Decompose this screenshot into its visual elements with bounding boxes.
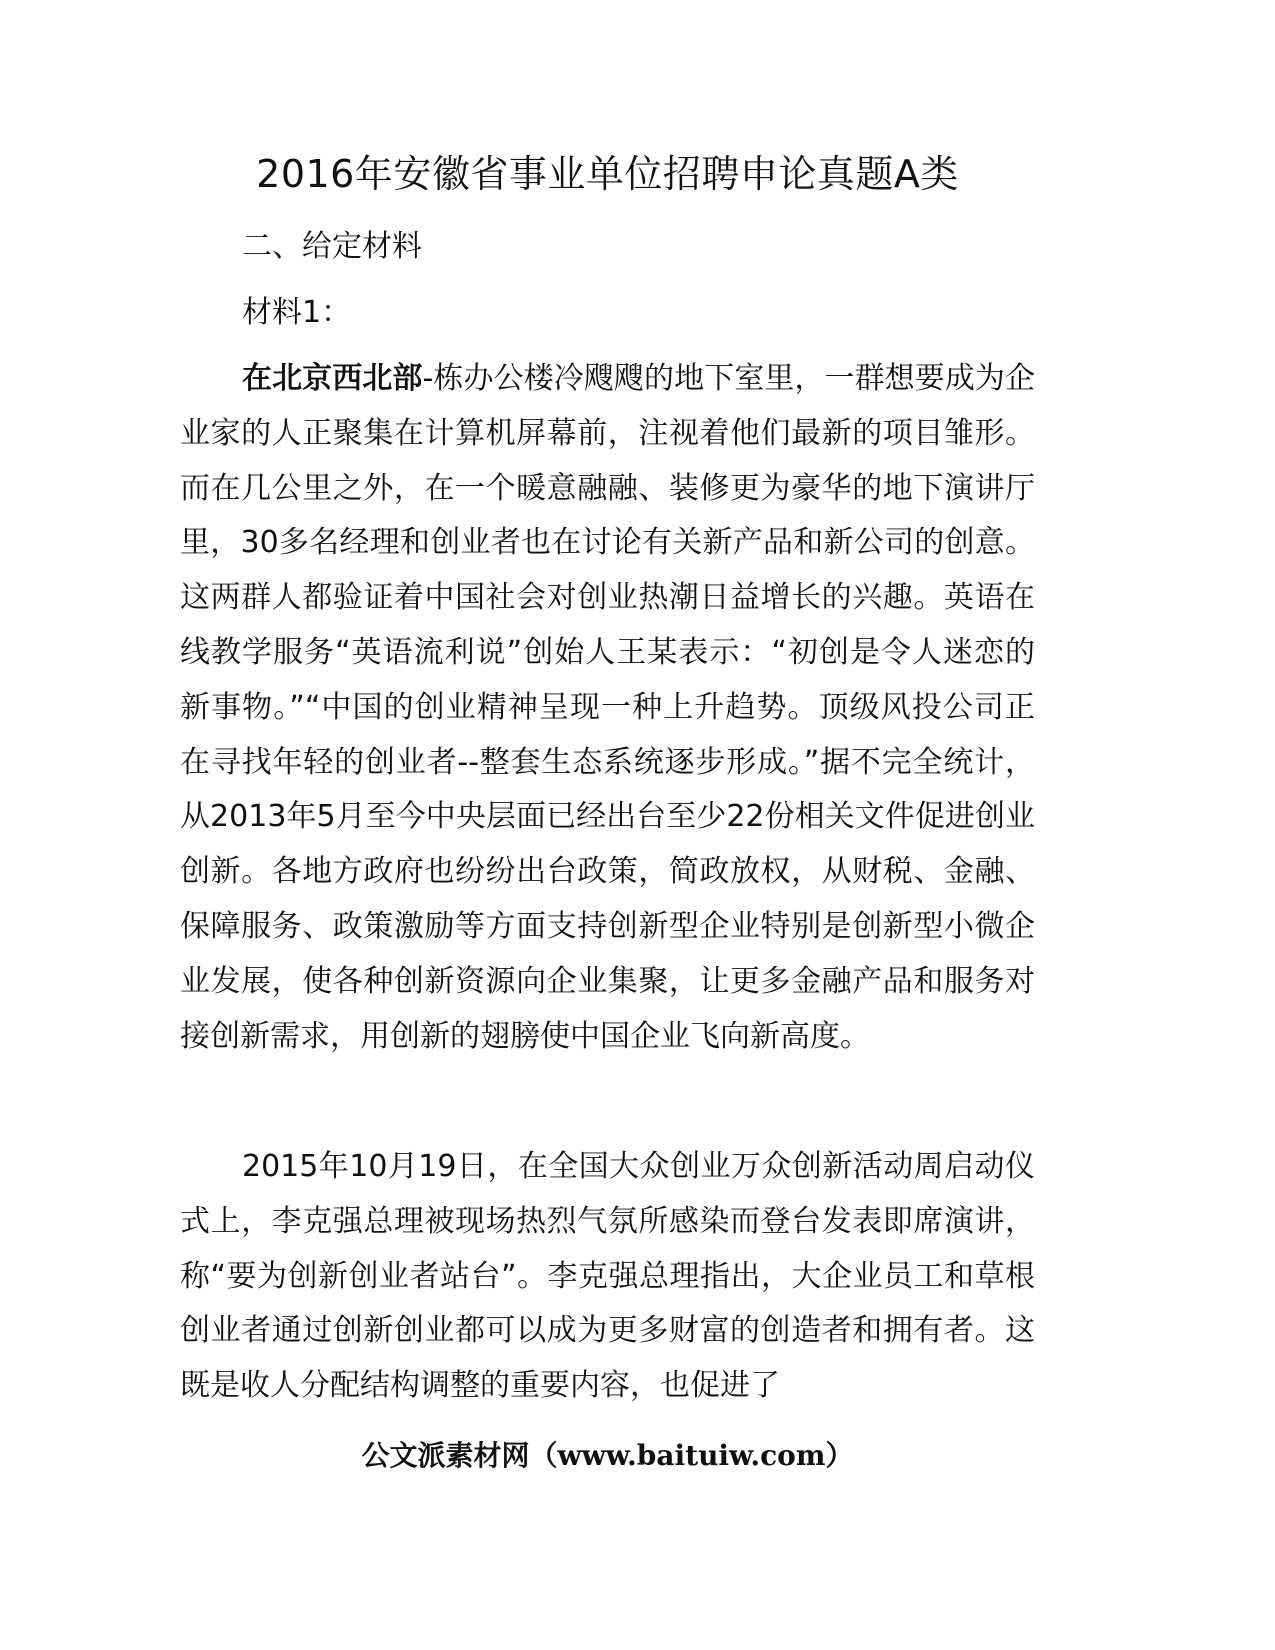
- paragraph-2: 2015年10月19日，在全国大众创业万众创新活动周启动仪式上，李克强总理被现场热烈气氛所感染而登台发表即席演讲，称“要为创新创业者站台”。李克强总理指出，大企业员工和草根创业者通过创新创业都可以成为更多财富的创造者和拥有者。这既是收人分配结构调整的重要内容，也促进了: [180, 1149, 1035, 1404]
- paragraph-1: [180, 352, 1035, 1064]
- footer-watermark: 公文派素材网（www.baituiw.com）: [361, 1439, 854, 1472]
- paragraph-1-text: -栋办公楼冷飕飕的地下室里，一群想要成为企业家的人正聚集在计算机屏幕前，注视着他们最新的项目雏形。而在几公里之外，在一个暖意融融、装修更为豪华的地下演讲厅里，30多名经理和创业者也在讨论有关新产品和新公司的创意。这两群人都验证着中国社会对创业热潮日益增长的兴趣。英语在线教学服务“英语流利说”创始人王某表示：“初创是令人迷恋的新事物。”“中国的创业精神呈现一种上升趋势。顶级风投公司正在寻找年轻的创业者--整套生态系统逐步形成。”据不完全统计，从2013年5月至今中央层面已经出台至少22份相关文件促进创业创新。各地方政府也纷纷出台政策，简政放权，从财税、金融、保障服务、政策激励等方面支持创新型企业特别是创新型小微企业发展，使各种创新资源向企业集聚，让更多金融产品和服务对接创新需求，用创新的翅膀使中国企业飞向新高度。: [180, 361, 1036, 1054]
- material-heading: 材料1：: [242, 295, 352, 330]
- document-title: 2016年安徽省事业单位招聘申论真题A类: [256, 152, 959, 196]
- paragraph-1-lead: 在北京西北部: [242, 361, 423, 396]
- section-heading: 二、给定材料: [242, 229, 422, 264]
